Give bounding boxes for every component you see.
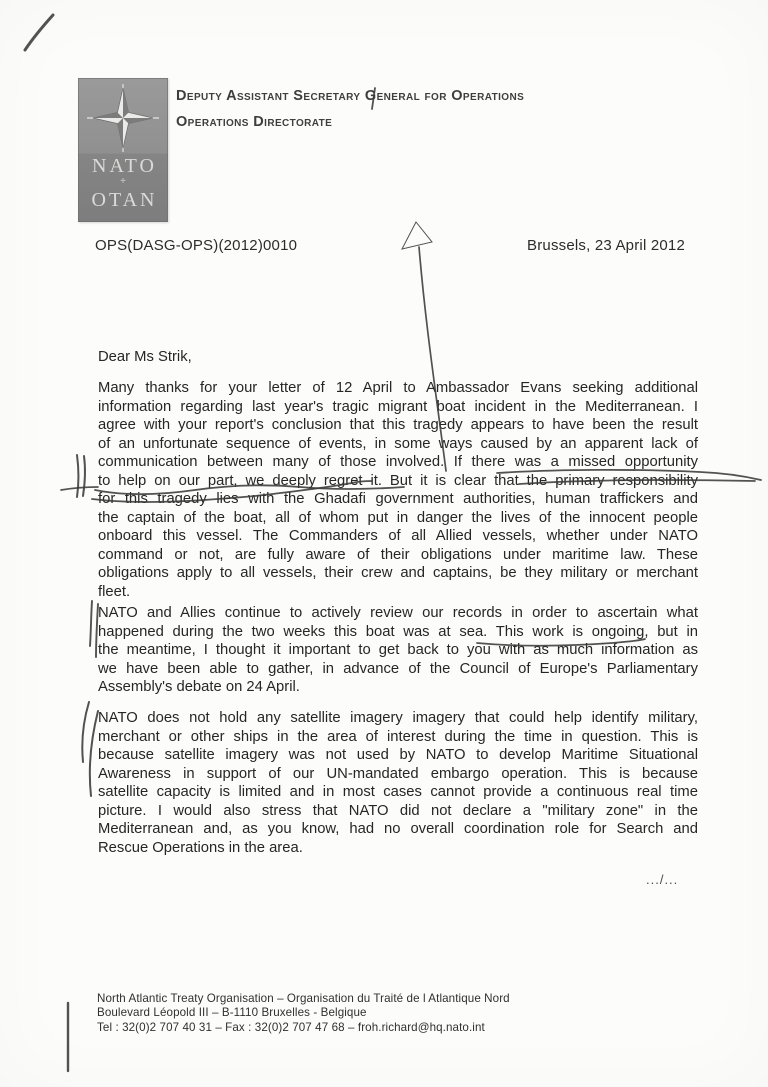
body-line: Mediterranean and, as you know, had no overall coordination role for Search and [98, 821, 698, 837]
dateline: Brussels, 23 April 2012 [527, 237, 686, 254]
pen-margin-mark-paragraph1-left [77, 455, 79, 497]
body-line: Assembly's debate on 24 April. [98, 679, 300, 695]
body-line: we have been able to gather, in advance of the Council of Europe's Parliamentary [98, 660, 698, 677]
body-line: to help on our part, we deeply regret it. But it is clear that the primary responsibility [98, 472, 698, 489]
body-paragraph-3 [98, 709, 698, 857]
body-line: Rescue Operations in the area. [98, 839, 303, 856]
body-line: of an unfortunate sequence of events, in some ways caused by an apparent lack of [98, 435, 698, 452]
pen-margin-mark-paragraph2-left [90, 601, 92, 646]
letterhead-subtitle: Operations Directorate [176, 114, 333, 130]
pen-diagonal-slash-mark [25, 15, 53, 50]
footer-line-organisation: North Atlantic Treaty Organisation – Organisation du Traité de l Atlantique Nord [97, 992, 510, 1005]
body-line: onboard this vessel. The Commanders of all Allied vessels, whether under NATO [98, 528, 698, 544]
body-line: NATO does not hold any satellite imagery imagery that could help identify military, [98, 710, 698, 726]
body-line: NATO and Allies continue to actively review our records in order to ascertain what [98, 605, 698, 621]
body-line: happened during the two weeks this boat was at sea. This work is ongoing, but in [98, 623, 698, 640]
body-line: communication between many of those involved. If there was a missed opportunity [98, 454, 698, 470]
reference-number: OPS(DASG-OPS)(2012)0010 [95, 237, 298, 254]
letterhead-title: Deputy Assistant Secretary General for Operations [176, 88, 525, 104]
body-line: satellite capacity is limited and in most cases cannot provide a continuous real time [98, 784, 698, 800]
pen-margin-mark-paragraph1-right [83, 456, 85, 496]
body-line: the meantime, I thought it important to get back to you with as much information as [98, 642, 698, 658]
pen-margin-cross-stroke-paragraph1 [61, 487, 98, 490]
body-line: fleet. [98, 583, 131, 600]
body-line: because satellite imagery was not used by NATO to develop Maritime Situational [98, 747, 698, 763]
pen-margin-mark-paragraph3-right [90, 711, 98, 796]
footer-line-contact: Tel : 32(0)2 707 40 31 – Fax : 32(0)2 707 47 68 – froh.richard@hq.nato.int [97, 1020, 485, 1034]
continuation-mark: .../... [646, 872, 679, 887]
logo-text-nato: NATO [92, 155, 157, 177]
footer-line-address: Boulevard Léopold III – B-1110 Bruxelles - Belgique [97, 1006, 367, 1020]
logo-text-otan: OTAN [91, 189, 158, 211]
body-line: picture. I would also stress that NATO did not declare a "military zone" in the [98, 802, 698, 819]
pen-margin-mark-paragraph3-left [82, 702, 89, 762]
nato-logo [78, 78, 168, 222]
pen-arrow-head-icon [402, 222, 432, 249]
footer-address-block [97, 992, 510, 1035]
body-line: Awareness in support of our UN-mandated embargo operation. This is because [98, 765, 698, 782]
body-paragraph-1 [98, 379, 698, 601]
body-line: information regarding last year's tragic migrant boat incident in the Mediterranean. I [98, 398, 698, 415]
body-line: for this tragedy lies with the Ghadafi government authorities, human traffickers and [98, 491, 698, 507]
logo-divider-cross-icon: + [120, 176, 126, 187]
body-line: agree with your report's conclusion that this tragedy appears to have been the result [98, 417, 698, 433]
body-line: command or not, are fully aware of their obligations under maritime law. These [98, 546, 698, 563]
nato-compass-star-icon [78, 80, 168, 156]
body-line: merchant or other ships in the area of interest during the time in question. This is [98, 728, 698, 745]
body-paragraph-2 [98, 604, 698, 697]
body-line: Many thanks for your letter of 12 April to Ambassador Evans seeking additional [98, 380, 698, 396]
body-line: the captain of the boat, all of whom put in danger the lives of the innocent people [98, 509, 698, 526]
salutation: Dear Ms Strik, [98, 349, 192, 365]
body-line: obligations apply to all vessels, their crew and captains, be they military or merchant [98, 565, 698, 581]
